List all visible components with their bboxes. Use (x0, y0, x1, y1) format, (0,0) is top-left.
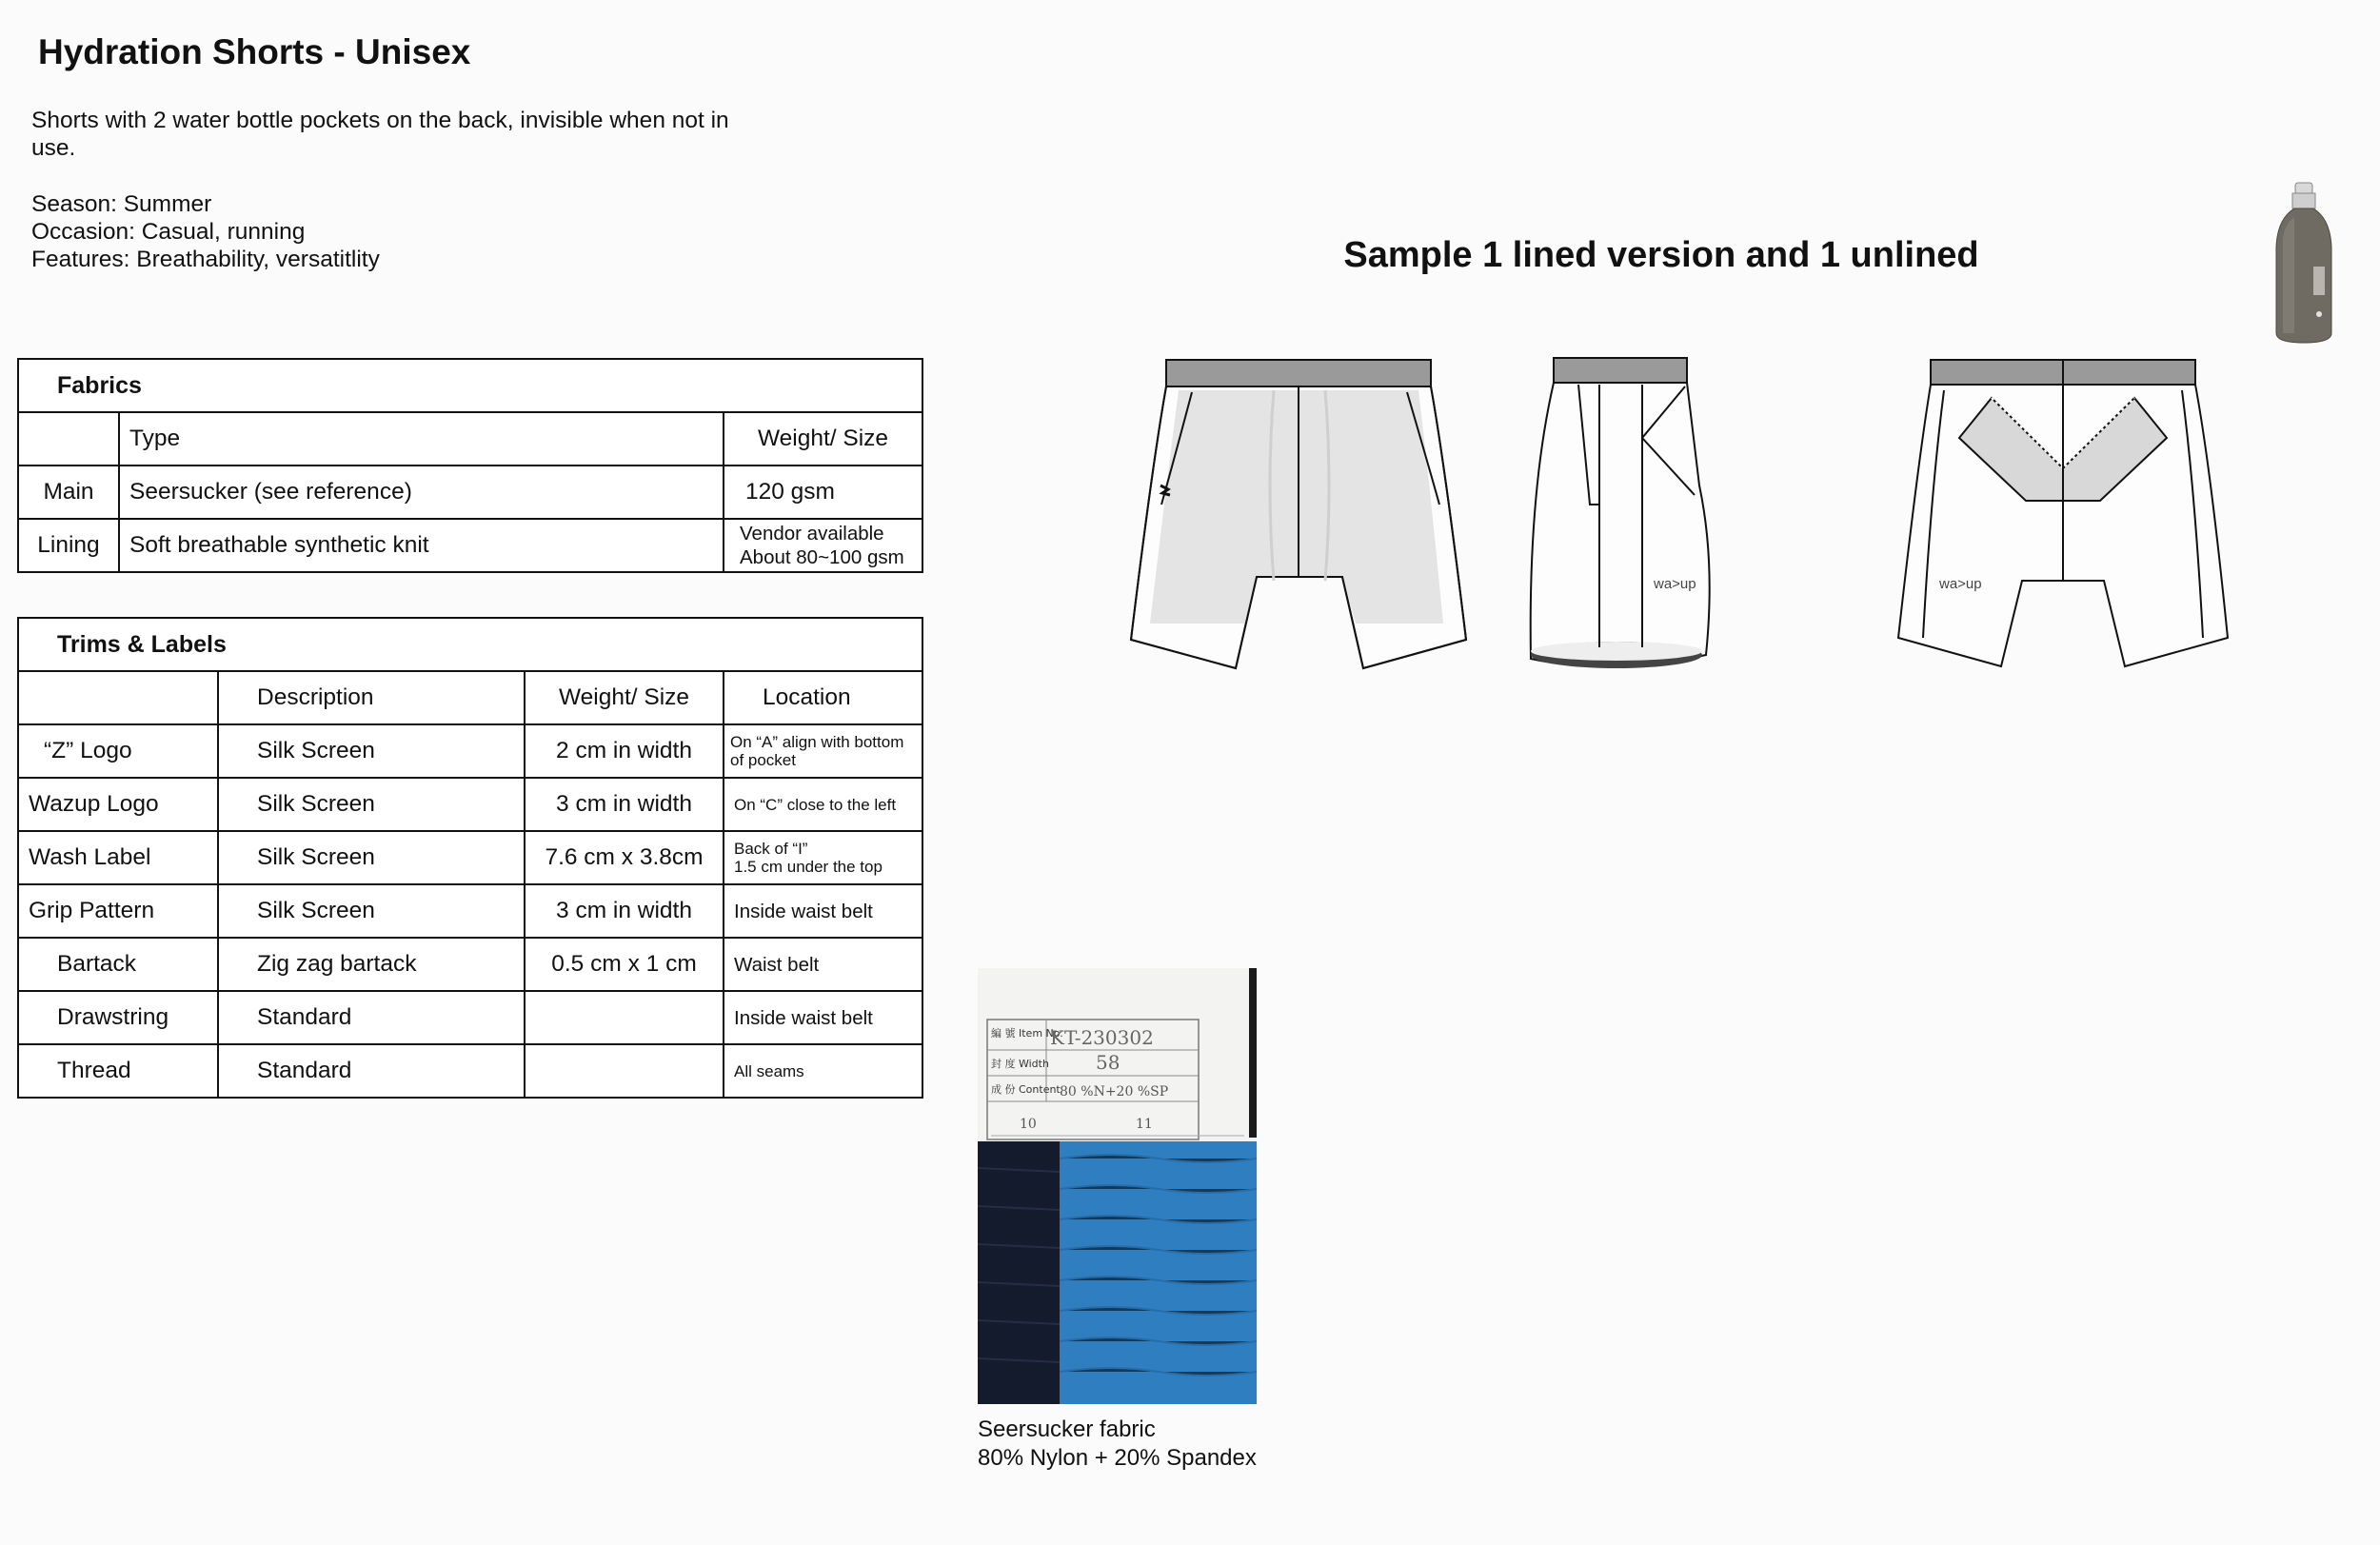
trim-name: Thread (18, 1044, 218, 1098)
trim-name: Drawstring (18, 991, 218, 1044)
fabrics-col-type: Type (119, 412, 724, 465)
trims-col-location: Location (724, 671, 922, 724)
trim-location: Waist belt (724, 938, 922, 991)
shorts-front-view (1131, 360, 1466, 668)
trim-weight: 7.6 cm x 3.8cm (525, 831, 724, 884)
trims-col-description: Description (218, 671, 525, 724)
table-row (18, 938, 922, 991)
fabric-caption-line2: 80% Nylon + 20% Spandex (978, 1445, 1257, 1471)
trim-location: Inside waist belt (724, 991, 922, 1044)
trim-weight: 0.5 cm x 1 cm (525, 938, 724, 991)
trim-name: Grip Pattern (18, 884, 218, 938)
fabric-swatch-photo (978, 968, 1257, 1404)
swatch-content: 80 %N+20 %SP (1060, 1084, 1169, 1099)
table-row (18, 991, 922, 1044)
swatch-label-content: 成 份 Content (991, 1083, 1061, 1096)
swatch-item-no: KT-230302 (1050, 1026, 1154, 1049)
trim-location: Inside waist belt (724, 884, 922, 938)
fabric-name: Lining (18, 519, 119, 572)
swatch-ruler-b: 11 (1136, 1117, 1153, 1132)
trims-heading: Trims & Labels (18, 618, 922, 671)
swatch-label-item: 編 號 Item No. (991, 1027, 1063, 1040)
trim-weight: 3 cm in width (525, 884, 724, 938)
season-text: Season: Summer (31, 191, 212, 217)
fabric-caption (978, 1416, 1257, 1473)
fabric-type: Seersucker (see reference) (119, 465, 724, 519)
occasion-text: Occasion: Casual, running (31, 219, 306, 245)
trim-description: Silk Screen (218, 831, 525, 884)
trim-weight: 3 cm in width (525, 778, 724, 831)
trim-description: Silk Screen (218, 724, 525, 778)
trim-description: Standard (218, 1044, 525, 1098)
features-text: Features: Breathability, versatitlity (31, 247, 380, 272)
trim-location: On “A” align with bottom of pocket (724, 724, 922, 778)
product-description: Shorts with 2 water bottle pockets on the back, invisible when not in use. (31, 108, 729, 161)
swatch-ruler-a: 10 (1020, 1117, 1037, 1132)
fabric-weight: Vendor available About 80~100 gsm (724, 519, 922, 572)
fabric-name: Main (18, 465, 119, 519)
trim-description: Zig zag bartack (218, 938, 525, 991)
swatch-label-width: 封 度 Width (991, 1058, 1049, 1070)
fabric-weight: 120 gsm (724, 465, 922, 519)
trims-col-weight: Weight/ Size (525, 671, 724, 724)
trim-description: Silk Screen (218, 778, 525, 831)
trim-location: All seams (724, 1044, 922, 1098)
swatch-width: 58 (1096, 1051, 1121, 1074)
trim-name: “Z” Logo (18, 724, 218, 778)
table-row (18, 1044, 922, 1098)
shorts-side-view (1531, 358, 1710, 668)
water-bottle-image (2273, 181, 2335, 345)
trim-weight (525, 991, 724, 1044)
trim-weight (525, 1044, 724, 1098)
shorts-sketches (1123, 352, 2247, 676)
trim-weight: 2 cm in width (525, 724, 724, 778)
page-title: Hydration Shorts - Unisex (38, 32, 471, 71)
trim-location: Back of “I” 1.5 cm under the top (724, 831, 922, 884)
trim-name: Wazup Logo (18, 778, 218, 831)
sample-title: Sample 1 lined version and 1 unlined (1343, 235, 1979, 275)
back-logo-text: wa>up (1939, 576, 1982, 592)
table-row (18, 778, 922, 831)
product-attributes (31, 190, 380, 273)
trim-name: Wash Label (18, 831, 218, 884)
fabric-caption-line1: Seersucker fabric (978, 1416, 1156, 1442)
shorts-back-view (1898, 360, 2228, 666)
trim-description: Standard (218, 991, 525, 1044)
fabrics-table (17, 358, 923, 573)
trim-name: Bartack (18, 938, 218, 991)
table-row (18, 465, 922, 519)
fabrics-heading: Fabrics (18, 359, 922, 412)
table-row (18, 884, 922, 938)
fabric-type: Soft breathable synthetic knit (119, 519, 724, 572)
table-row (18, 831, 922, 884)
fabrics-col-weight: Weight/ Size (724, 412, 922, 465)
trim-location: On “C” close to the left (724, 778, 922, 831)
side-logo-text: wa>up (1654, 576, 1696, 592)
trim-description: Silk Screen (218, 884, 525, 938)
trims-table (17, 617, 923, 1099)
table-row (18, 724, 922, 778)
table-row (18, 519, 922, 572)
